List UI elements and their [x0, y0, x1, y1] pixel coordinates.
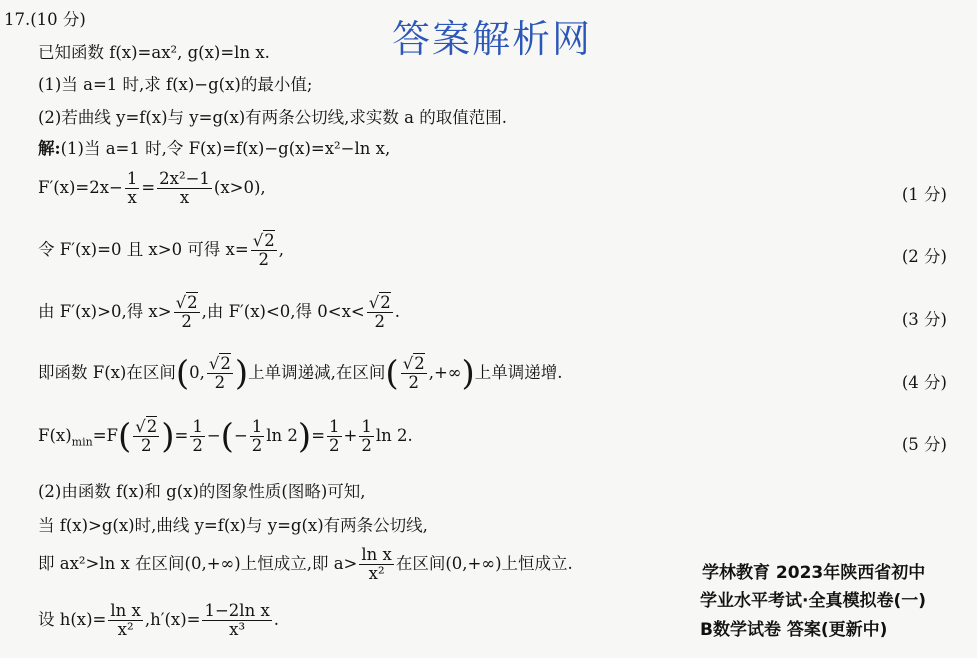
score-3: (3 分)	[901, 310, 947, 329]
fraction: $\frac{\text{1−2ln x}}{\text{x³}}$	[204, 601, 270, 640]
fraction: $\frac{1}{2}$	[329, 417, 340, 456]
interval-right: ,+∞	[428, 363, 462, 383]
solution-line4	[38, 294, 400, 331]
problem-given: 已知函数 f(x)=ax², g(x)=ln x.	[38, 43, 270, 62]
punct: .	[273, 610, 280, 630]
solution-line1-text: (1)当 a=1 时,令 F(x)=f(x)−g(x)=x²−ln x,	[60, 139, 391, 158]
derivative-expr: F′(x)=2x−	[38, 178, 123, 198]
stamp-line3: B数学试卷 答案(更新中)	[700, 620, 888, 640]
solution-line8: 当 f(x)>g(x)时,曲线 y=f(x)与 y=g(x)有两条公切线,	[38, 516, 428, 535]
solution-line1	[38, 135, 390, 159]
monotonic-text: 上单调递增.	[474, 363, 563, 383]
equals-sign: =	[311, 426, 326, 446]
interval-left: 0,	[189, 363, 205, 383]
fraction: $\frac{1}{2}$	[251, 417, 263, 456]
punct: .	[394, 302, 400, 322]
solution-line5: 即函数 F(x)在区间(0, $\frac{√2}{2}$ )上单调递减,在区间( $\frac{√2}{2}$ ,+∞)上单调递增.	[38, 353, 563, 394]
derivative-def: ,h′(x)=	[144, 610, 201, 630]
fraction: $\frac{\text{2x²−1}}{x}$	[159, 169, 210, 208]
domain-condition: (x>0),	[213, 178, 266, 198]
sqrt-fraction: $\frac{√2}{2}$	[402, 354, 425, 393]
punct: ,	[278, 240, 284, 260]
fraction: $\frac{\text{ln x}}{\text{x²}}$	[110, 601, 141, 640]
equals-sign: =	[141, 178, 156, 198]
problem-part1: (1)当 a=1 时,求 f(x)−g(x)的最小值;	[38, 75, 313, 94]
solution-line3	[38, 232, 284, 269]
minus-sign: −	[233, 426, 248, 446]
inequality-text: 在区间(0,+∞)上恒成立.	[395, 554, 573, 574]
stamp-line1: 学林教育 2023年陕西省初中	[702, 563, 926, 583]
minus-sign: −	[206, 426, 221, 446]
fraction: $\frac{1}{2}$	[361, 417, 372, 456]
min-value-expr: =F	[92, 426, 118, 446]
solution-label: 解:	[38, 139, 61, 158]
monotonic-text: 上单调递减,在区间	[248, 363, 386, 383]
critical-point-text: 令 F′(x)=0 且 x>0 可得 x=	[38, 240, 249, 260]
problem-number: 17.(10 分)	[4, 10, 86, 29]
score-4: (4 分)	[901, 373, 947, 392]
sqrt-fraction: $\frac{√2}{2}$	[208, 354, 231, 393]
watermark-logo: 答案解析网	[392, 17, 593, 61]
fraction: $\frac{1}{x}$	[126, 169, 138, 208]
score-1: (1 分)	[901, 185, 947, 204]
monotonic-text: 即函数 F(x)在区间	[38, 363, 176, 383]
equals-sign: =	[174, 426, 189, 446]
sqrt-fraction: $\frac{√2}{2}$	[135, 417, 158, 456]
log-term: ln 2.	[375, 426, 413, 446]
solution-line6: $F(x)_{min}=F$( $\frac{√2}{2}$ )= $\frac{1}{2}$ −(− $\frac{1}{2}$ ln 2)= $\frac{1}{2}$ + $\frac{1}{2}$ ln 2.	[38, 416, 413, 457]
sqrt-fraction: $\frac{√2}{2}$	[252, 231, 275, 270]
fraction: $\frac{\text{ln x}}{\text{x²}}$	[361, 545, 392, 584]
fraction: $\frac{1}{2}$	[192, 417, 203, 456]
sqrt-fraction: $\frac{√2}{2}$	[175, 293, 198, 332]
increasing-condition: 由 F′(x)>0,得 x>	[38, 302, 172, 322]
solution-line2	[38, 170, 266, 207]
function-def: 设 h(x)=	[38, 610, 107, 630]
stamp-line2: 学业水平考试·全真模拟卷(一)	[700, 591, 926, 611]
solution-line10	[38, 602, 279, 639]
solution-line7: (2)由函数 f(x)和 g(x)的图象性质(图略)可知,	[38, 482, 366, 501]
score-5: (5 分)	[901, 435, 947, 454]
solution-line9	[38, 546, 573, 583]
sqrt-fraction: $\frac{√2}{2}$	[368, 293, 391, 332]
inequality-text: 即 ax²>ln x 在区间(0,+∞)上恒成立,即 a>	[38, 554, 358, 574]
problem-part2: (2)若曲线 y=f(x)与 y=g(x)有两条公切线,求实数 a 的取值范围.	[38, 108, 508, 127]
plus-sign: +	[343, 426, 358, 446]
score-2: (2 分)	[901, 247, 947, 266]
decreasing-condition: ,由 F′(x)<0,得 0<x<	[201, 302, 365, 322]
min-subscript: min	[71, 435, 93, 449]
log-term: ln 2	[266, 426, 298, 446]
min-value-expr: F(x)	[38, 426, 72, 446]
